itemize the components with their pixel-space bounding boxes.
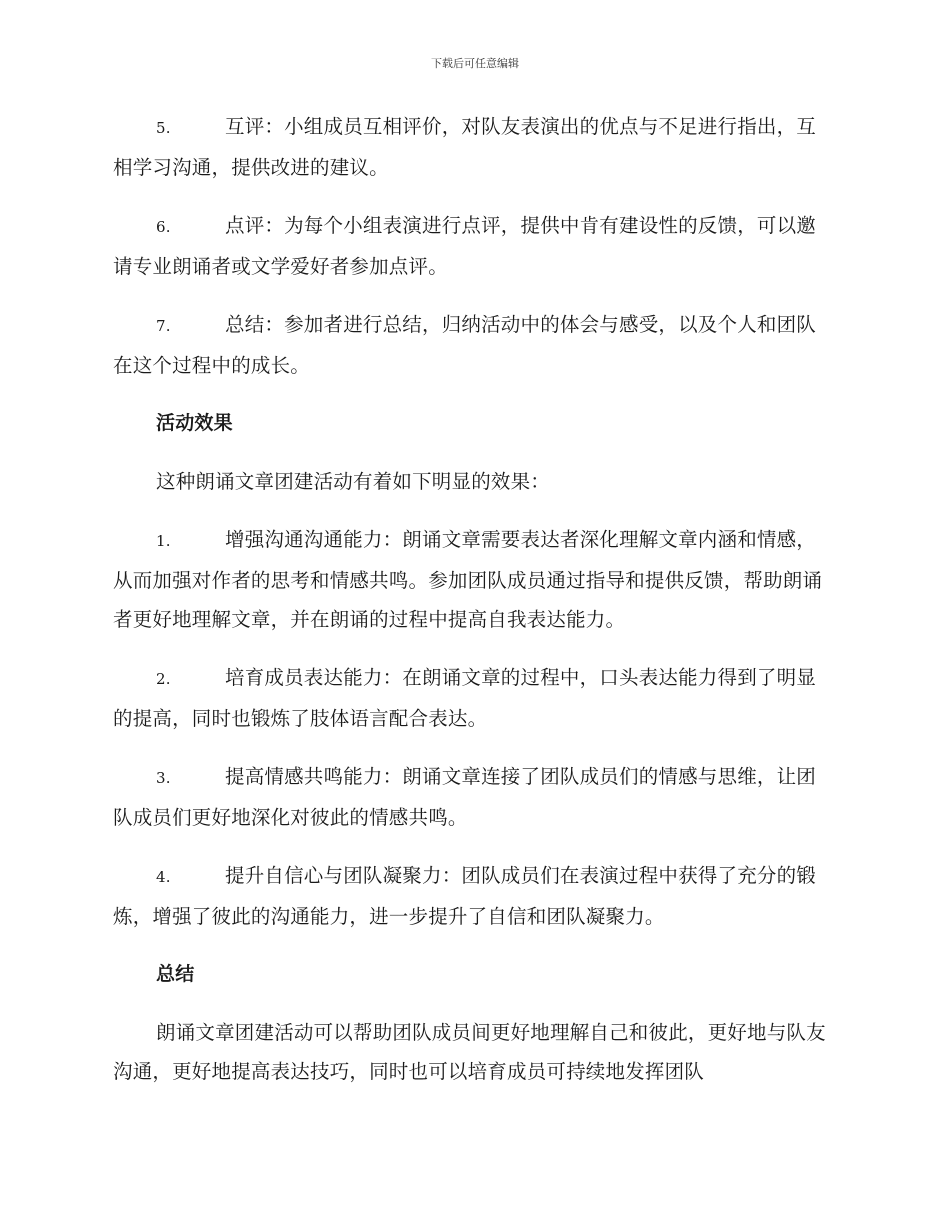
list-number: 3. (156, 769, 171, 787)
list-number: 6. (156, 218, 171, 236)
list-text: 互评：小组成员互相评价，对队友表演出的优点与不足进行指出，互相学习沟通，提供改进的建议。 (113, 115, 817, 179)
list-text: 培育成员表达能力：在朗诵文章的过程中，口头表达能力得到了明显的提高，同时也锻炼了肢体语言配合表达。 (113, 666, 817, 730)
list-text: 增强沟通沟通能力：朗诵文章需要表达者深化理解文章内涵和情感，从而加强对作者的思考和情感共鸣。参加团队成员通过指导和提供反馈，帮助朗诵者更好地理解文章，并在朗诵的过程中提高自我表达能力。 (113, 528, 823, 631)
list-item (113, 757, 833, 837)
list-number: 5. (156, 119, 171, 137)
list-number: 7. (156, 317, 171, 335)
list-text: 提高情感共鸣能力：朗诵文章连接了团队成员们的情感与思维，让团队成员们更好地深化对彼此的情感共鸣。 (113, 765, 817, 829)
list-item (113, 520, 833, 639)
list-item (113, 206, 833, 286)
section-intro: 这种朗诵文章团建活动有着如下明显的效果： (156, 470, 551, 493)
list-text: 提升自信心与团队凝聚力：团队成员们在表演过程中获得了充分的锻炼，增强了彼此的沟通能力，进一步提升了自信和团队凝聚力。 (113, 864, 817, 928)
list-number: 2. (156, 670, 171, 688)
list-item (113, 107, 833, 187)
list-item (113, 658, 833, 738)
list-item (113, 856, 833, 936)
section-heading-summary: 总结 (156, 963, 195, 985)
list-number: 1. (156, 532, 171, 550)
document-body (113, 107, 833, 1110)
list-text: 点评：为每个小组表演进行点评，提供中肯有建设性的反馈，可以邀请专业朗诵者或文学爱好者参加点评。 (113, 214, 817, 278)
section-heading-effect: 活动效果 (156, 412, 233, 434)
list-text: 总结：参加者进行总结，归纳活动中的体会与感受，以及个人和团队在这个过程中的成长。 (113, 313, 817, 377)
list-number: 4. (156, 868, 171, 886)
list-item (113, 305, 833, 385)
summary-paragraph: 朗诵文章团建活动可以帮助团队成员间更好地理解自己和彼此，更好地与队友沟通，更好地提高表达技巧，同时也可以培育成员可持续地发挥团队 (113, 1021, 826, 1083)
page-header: 下载后可任意编辑 (431, 57, 519, 70)
